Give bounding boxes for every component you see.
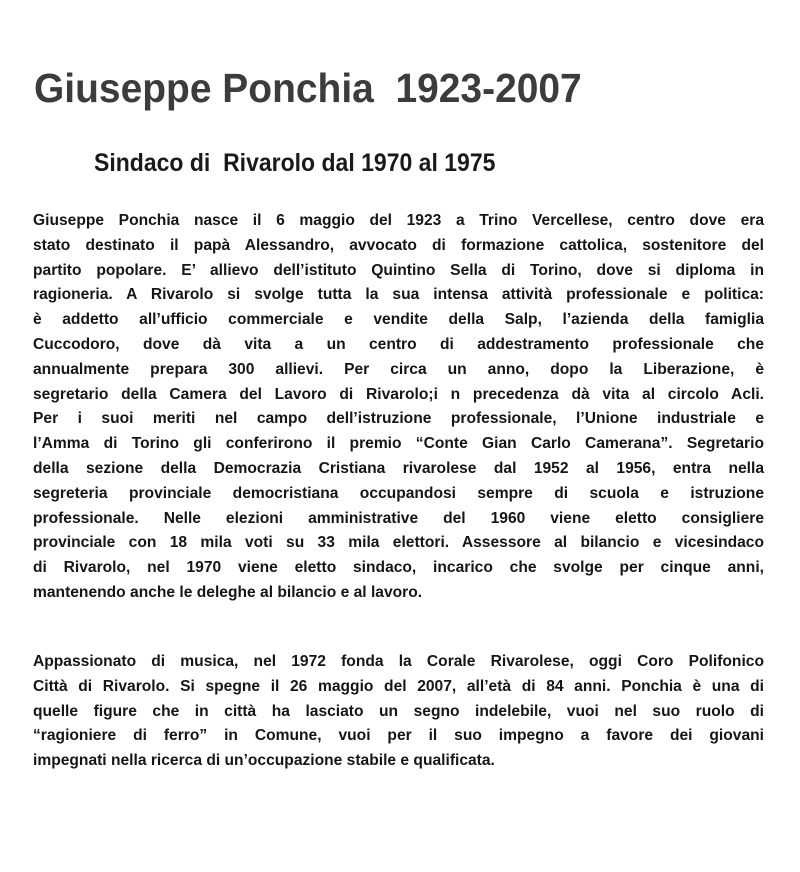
paragraph-line: impegnati nella ricerca di un’occupazione stabile e qualificata. <box>33 752 495 770</box>
paragraph-legacy <box>33 650 764 774</box>
paragraph-line: professionale. Nelle elezioni amministrative del 1960 viene eletto consigliere <box>33 509 764 527</box>
paragraph-line: è addetto all’ufficio commerciale e vendite della Salp, l’azienda della famiglia <box>33 311 764 329</box>
paragraph-line: stato destinato il papà Alessandro, avvocato di formazione cattolica, sostenitore del <box>33 236 764 254</box>
paragraph-line: della sezione della Democrazia Cristiana rivarolese dal 1952 al 1956, entra nella <box>33 459 764 477</box>
paragraph-line: Cuccodoro, dove dà vita a un centro di addestramento professionale che <box>33 335 764 353</box>
paragraph-line: Per i suoi meriti nel campo dell’istruzione professionale, l’Unione industriale e <box>33 410 764 428</box>
paragraph-line: ragioneria. A Rivarolo si svolge tutta la sua intensa attività professionale e politica: <box>33 286 764 304</box>
page-title: Giuseppe Ponchia 1923-2007 <box>34 65 582 111</box>
paragraph-line: segreteria provinciale democristiana occupandosi sempre di scuola e istruzione <box>33 484 764 502</box>
paragraph-line: l’Amma di Torino gli conferirono il premio “Conte Gian Carlo Camerana”. Segretario <box>33 435 764 453</box>
paragraph-line: Appassionato di musica, nel 1972 fonda la Corale Rivarolese, oggi Coro Polifonico <box>33 653 764 670</box>
paragraph-biography <box>33 209 764 606</box>
paragraph-line: partito popolare. E’ allievo dell’istituto Quintino Sella di Torino, dove si diploma in <box>33 261 764 279</box>
paragraph-line: di Rivarolo, nel 1970 viene eletto sindaco, incarico che svolge per cinque anni, <box>33 559 764 577</box>
paragraph-line: quelle figure che in città ha lasciato un segno indelebile, vuoi nel suo ruolo di <box>33 702 764 720</box>
paragraph-line: annualmente prepara 300 allievi. Per circa un anno, dopo la Liberazione, è <box>33 360 764 378</box>
paragraph-line: mantenendo anche le deleghe al bilancio e al lavoro. <box>33 583 423 601</box>
page-subtitle: Sindaco di Rivarolo dal 1970 al 1975 <box>94 149 496 177</box>
paragraph-line: segretario della Camera del Lavoro di Rivarolo;i n precedenza dà vita al circolo Acli. <box>33 385 764 403</box>
paragraph-line: Città di Rivarolo. Si spegne il 26 maggio del 2007, all’età di 84 anni. Ponchia è una di <box>33 677 764 695</box>
paragraph-line: “ragioniere di ferro” in Comune, vuoi per il suo impegno a favore dei giovani <box>33 727 764 745</box>
paragraph-line: Giuseppe Ponchia nasce il 6 maggio del 1923 a Trino Vercellese, centro dove era <box>33 212 764 229</box>
paragraph-line: provinciale con 18 mila voti su 33 mila elettori. Assessore al bilancio e vicesindaco <box>33 534 764 552</box>
